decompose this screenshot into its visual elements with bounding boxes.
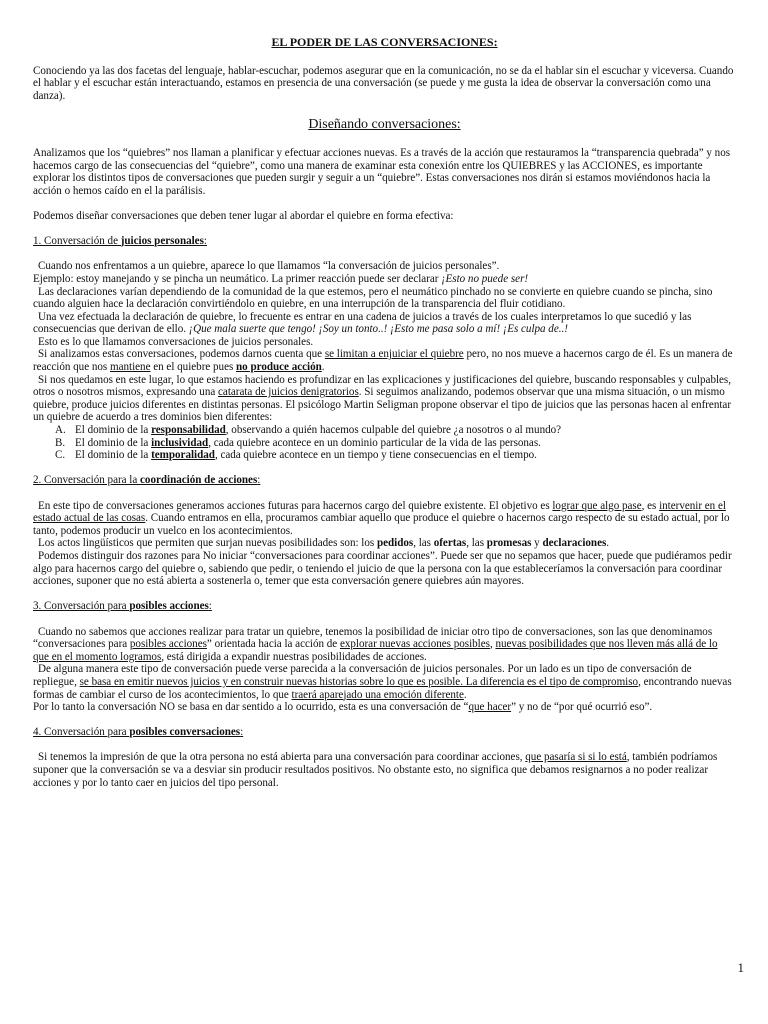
heading-posibles-acciones: 3. Conversación para posibles acciones: (33, 600, 212, 613)
page-number: 1 (737, 960, 744, 975)
s2-paragraph-1: En este tipo de conversaciones generamos acciones futuras para hacernos cargo del quiebre existente. El objetivo es lograr que algo pase, es intervenir en el estado actual de las cosas. Cuando entramos en ella, procuramos cambiar aquello que produce el quiebre o hacernos cargo respecto de su estado actual, por lo tanto, podemos producir un vuelco en los acontecimientos. (33, 499, 730, 537)
s1-paragraph-declaraciones: Las declaraciones varían dependiendo de la comunidad de la que estemos, pero el neumático pinchado no se convierte en quiebre cuando se pincha, sino cuando alguien hace la declaración convirtiéndolo en quiebre, en una interrupción de la transparencia del fluir cotidiano. (33, 285, 713, 311)
s2-paragraph-razones: Podemos distinguir dos razones para No iniciar “conversaciones para coordinar acciones”. Puede ser que no sepamos que hacer, puede que pudiéramos pedir algo para hacernos cargo del quiebre o, sabiendo que pedir, o teniendo el juicio de que la persona con la que estableceríamos la conversación para coordinar acciones, suponer que no está abierta a sostenerla o, temer que esta conversación genere quiebres aún mayores. (33, 549, 732, 588)
s3-paragraph-1: Cuando no sabemos que acciones realizar para tratar un quiebre, tenemos la posibilidad de iniciar otro tipo de conversaciones, son las que denominamos “conversaciones para posibles acciones” orientada hacia la acción de explorar nuevas acciones posibles, nuevas posibilidades que nos lleven más allá de lo que en el momento logramos, está dirigida a expandir nuestras posibilidades de acciones. (33, 625, 718, 663)
heading-coordinacion-acciones: 2. Conversación para la coordinación de acciones: (33, 474, 261, 487)
s1-paragraph-seligman: Si nos quedamos en este lugar, lo que estamos haciendo es profundizar en las explicaciones y justificaciones del quiebre, buscando responsables y culpables, otros o nosotros mismos, expresando una catarata de juicios denigratorios. Si seguimos analizando, podemos observar que una misma situación, o un mismo quiebre, produce juicios diferentes en distintas personas. El psicólogo Martin Seligman propone observar el tipo de juicios que las personas hacen al enfrentar un quiebre de acuerdo a tres dominios bien diferentes: (33, 373, 731, 424)
document-title: EL PODER DE LAS CONVERSACIONES: (271, 35, 498, 49)
heading-juicios-personales: 1. Conversación de juicios personales: (33, 235, 207, 248)
s2-paragraph-actos: Los actos lingüísticos que permiten que surjan nuevas posibilidades son: los pedidos, las ofertas, las promesas y declaraciones. (38, 537, 610, 550)
paragraph-quiebres: Analizamos que los “quiebres” nos llaman a planificar y efectuar acciones nuevas. Es a través de la acción que restauramos la “transparencia quebrada” y nos hacemos cargo de las consecuencias del “quiebre”, como una manera de examinar esta conexión entre los QUIEBRES y las ACCIONES, es importante explorar los distintos tipos de conversaciones que pueden surgir y seguir a un “quiebre”. Estas conversaciones nos dirán si estamos moviéndonos hacia la acción o hemos caído en el la parálisis. (33, 146, 731, 197)
paragraph-disenar: Podemos diseñar conversaciones que deben tener lugar al abordar el quiebre en forma efectiva: (33, 209, 454, 222)
list-item: B. El dominio de la inclusividad, cada quiebre acontece en un dominio particular de la vida de las personas. (55, 436, 541, 449)
s1-paragraph-1: Cuando nos enfrentamos a un quiebre, aparece lo que llamamos “la conversación de juicios personales”. (38, 260, 500, 273)
s4-paragraph-1: Si tenemos la impresión de que la otra persona no está abierta para una conversación para coordinar acciones, que pasaría si si lo está, también podríamos suponer que la conversación se va a desviar sin producir resultados positivos. No obstante esto, no significa que debamos resignarnos a no poder realizar acciones y por lo tanto caer en juicios del tipo personal. (33, 751, 718, 789)
s1-paragraph-analizamos: Si analizamos estas conversaciones, podemos darnos cuenta que se limitan a enjuiciar el quiebre pero, no nos mueve a hacernos cargo de él. Es un manera de reacción que nos mantiene en el quiebre pues no produce acción. (33, 348, 733, 374)
s1-paragraph-ejemplo: Ejemplo: estoy manejando y se pincha un neumático. La primer reacción puede ser declarar ¡Esto no puede ser! (33, 272, 529, 285)
domains-list (33, 424, 736, 462)
section-subtitle: Diseñando conversaciones: (308, 117, 461, 133)
s3-paragraph-que-hacer: Por lo tanto la conversación NO se basa en dar sentido a lo ocurrido, esta es una conversación de “que hacer” y no de “por qué ocurrió eso”. (33, 701, 653, 714)
list-item: C. El dominio de la temporalidad, cada quiebre acontece en un tiempo y tiene consecuencias en el tiempo. (55, 449, 537, 462)
list-item: A. El dominio de la responsabilidad, observando a quién hacemos culpable del quiebre ¿a nosotros o al mundo? (55, 424, 562, 437)
s1-paragraph-llamamos: Esto es lo que llamamos conversaciones de juicios personales. (38, 335, 314, 348)
s1-paragraph-cadena: Una vez efectuada la declaración de quiebre, lo frecuente es entrar en una cadena de juicios a través de los cuales interpretamos lo que sucedió y las consecuencias que derivan de ello. ¡Que mala suerte que tengo! ¡Soy un tonto..! ¡Esto me pasa solo a mí! ¡Es culpa de..! (33, 310, 692, 336)
intro-paragraph: Conociendo ya las dos facetas del lenguaje, hablar-escuchar, podemos asegurar que en la comunicación, no se da el hablar sin el escuchar y viceversa. Cuando el hablar y el escuchar están interactuando, estamos en presencia de una conversación (se puede y me gusta la idea de observar la conversación como una danza). (33, 64, 734, 102)
s3-paragraph-repliegue: De alguna manera este tipo de conversación puede verse parecida a la conversación de juicios personales. Por un lado es un tipo de conversación de repliegue, se basa en emitir nuevos juicios y en construir nuevas historias sobre lo que es posible. La diferencia es el tipo de compromiso, encontrando nuevas formas de cambiar el curso de los acontecimientos, lo que traerá aparejado una emoción diferente. (33, 663, 732, 701)
heading-posibles-conversaciones: 4. Conversación para posibles conversaciones: (33, 726, 244, 739)
